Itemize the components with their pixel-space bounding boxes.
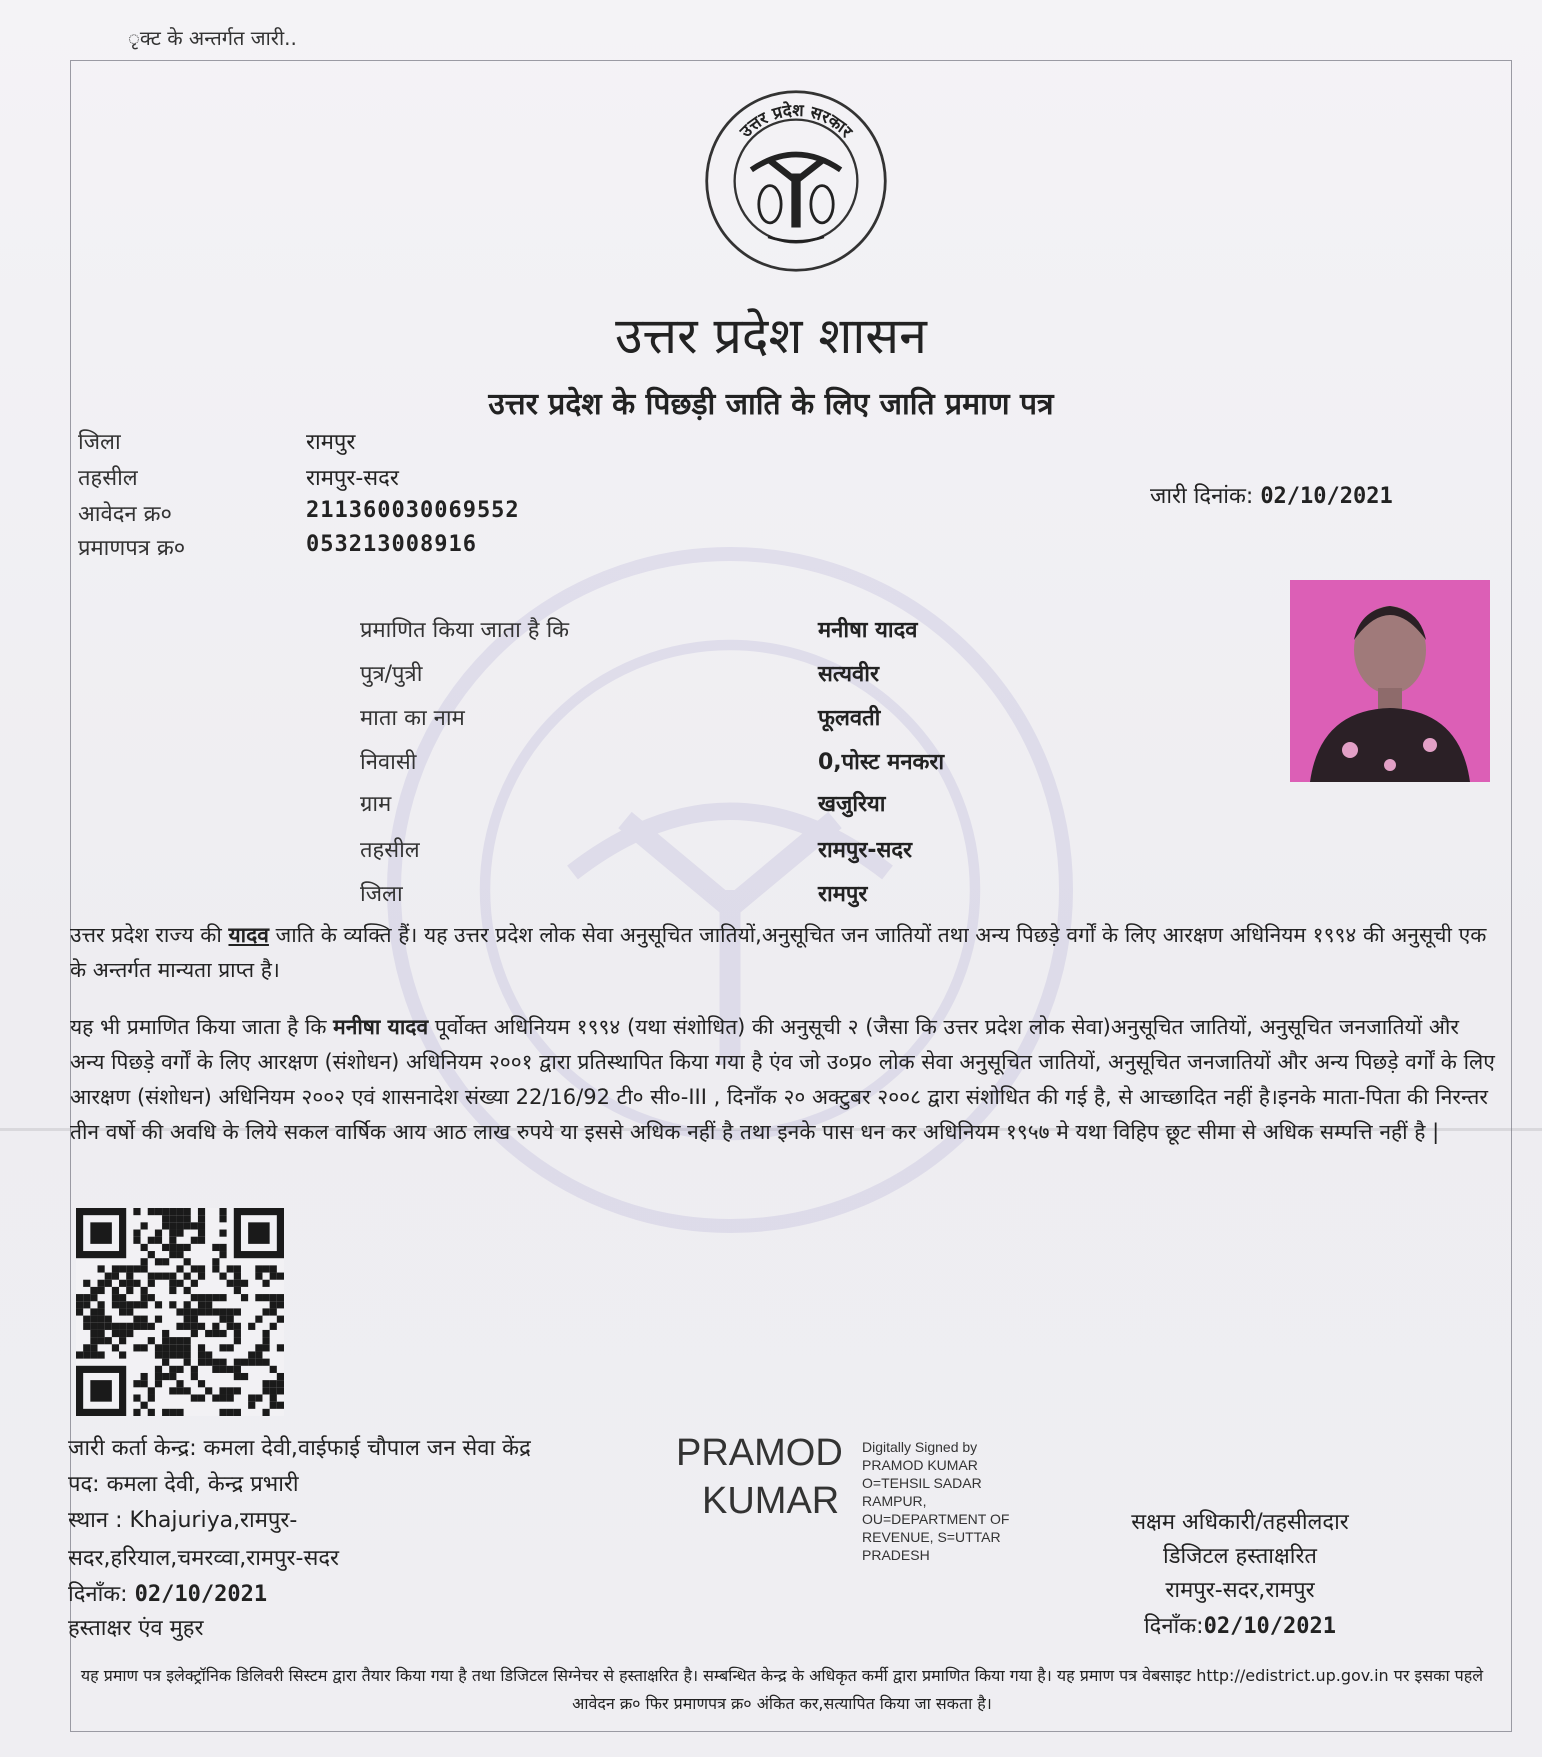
signature-and-seal-label: हस्ताक्षर एंव मुहर (68, 1616, 204, 1641)
issuer-place-line2: सदर,हरियाल,चमरव्वा,रामपुर-सदर (68, 1546, 340, 1571)
certificate-number-value: 053213008916 (306, 532, 477, 557)
issue-date (1150, 480, 1393, 510)
tehsil-value: रामपुर-सदर (306, 466, 399, 491)
verification-footer (62, 1662, 1502, 1718)
district-value: रामपुर (306, 430, 356, 455)
certified-row-value: खजुरिया (818, 792, 886, 817)
digital-signer-name-line2: KUMAR (702, 1480, 840, 1522)
issuer-date-value: 02/10/2021 (134, 1582, 268, 1607)
signature-detail-line: O=TEHSIL SADAR (862, 1475, 982, 1491)
issuer-date (68, 1578, 267, 1608)
authority-location: रामपुर-सदर,रामपुर (1165, 1578, 1315, 1603)
application-number-label: आवेदन क्र० (78, 502, 172, 527)
caste-paragraph-text-1: उत्तर प्रदेश राज्य की (70, 923, 229, 947)
certified-row-label: पुत्र/पुत्री (360, 662, 423, 687)
creamy-layer-text-2: पूर्वोक्त अधिनियम १९९४ (यथा संशोधित) की अनुसूची २ (जैसा कि उत्तर प्रदेश लोक सेवा)अनुसूचित जातियों, अनुसूचित जनजातियों और अन्य पिछड़े वर्गों के लिए आरक्षण (संशोधन) अधिनियम २००१ द्वारा प्रतिस्थापित किया गया है एंव जो उ०प्र० लोक सेवा अनुसूचित जातियों, अनुसूचित जनजातियों और अन्य पिछड़े वर्गों के लिए आरक्षण (संशोधन) अधिनियम २००२ एवं शासनादेश संख्या 22/16/92 टी० सी०-III , दिनाँक २० अक्टुबर २००८ द्वारा संशोधित की गई है, से आच्छादित नहीं है।इनके माता-पिता की निरन्तर तीन वर्षो की अवधि के लिये सकल वार्षिक आय आठ लाख रुपये या इससे अधिक नहीं है तथा इनके पास धन कर अधिनियम १९५७ मे यथा विहिप छूट सीमा से अधिक सम्पत्ति नहीं है | (70, 1015, 1495, 1144)
certified-row-label: तहसील (360, 838, 420, 863)
issuer-post-label: पद: (68, 1472, 100, 1497)
applicant-photo (1290, 580, 1490, 782)
signature-detail-line: RAMPUR, (862, 1493, 927, 1509)
top-corner-note: ृक्ट के अन्तर्गत जारी.. (128, 26, 297, 50)
creamy-layer-text-1: यह भी प्रमाणित किया जाता है कि (70, 1015, 334, 1039)
digital-signer-name-line1: PRAMOD (676, 1432, 843, 1474)
certified-row-value: फूलवती (818, 706, 881, 731)
document-subtitle: उत्तर प्रदेश के पिछड़ी जाति के लिए जाति प्रमाण पत्र (488, 387, 1054, 422)
certified-row-label: ग्राम (360, 792, 392, 817)
caste-paragraph (70, 918, 1500, 988)
emblem-ring-text: उत्तर प्रदेश सरकार (735, 99, 857, 142)
certified-row-label: जिला (360, 882, 403, 907)
signature-detail-line: Digitally Signed by (862, 1439, 978, 1455)
issue-date-value: 02/10/2021 (1260, 484, 1393, 509)
tehsil-label: तहसील (78, 466, 138, 491)
up-government-emblem (703, 88, 889, 274)
authority-date (1100, 1610, 1380, 1640)
issuer-place-line1: Khajuriya,रामपुर- (129, 1508, 298, 1533)
certified-row-value: मनीषा यादव (818, 618, 918, 643)
verification-qr-code (76, 1208, 284, 1416)
signature-detail-line: REVENUE, S=UTTAR (862, 1529, 1001, 1545)
footer-text-1: यह प्रमाण पत्र इलेक्ट्रॉनिक डिलिवरी सिस्टम द्वारा तैयार किया गया है तथा डिजिटल सिग्नेचर से हस्ताक्षरित है। सम्बन्धित केन्द्र के अधिकृत कर्मी द्वारा प्रमाणित किया गया है। यह प्रमाण पत्र वेबसाइट (80, 1666, 1197, 1685)
authority-digital-signed: डिजिटल हस्ताक्षरित (1163, 1544, 1317, 1569)
certificate-number-label: प्रमाणपत्र क्र० (78, 536, 186, 561)
issuer-post (68, 1468, 299, 1498)
authority-date-label: दिनाँक: (1143, 1614, 1204, 1639)
certified-row-value: रामपुर (818, 882, 868, 907)
district-label: जिला (78, 430, 121, 455)
certified-row-label: निवासी (360, 750, 417, 775)
issue-date-label: जारी दिनांक: (1150, 484, 1254, 509)
creamy-layer-paragraph (70, 1010, 1500, 1150)
digital-signature-details (862, 1438, 1009, 1564)
svg-text:उत्तर प्रदेश सरकार (735, 100, 858, 142)
edistrict-website-link[interactable]: http://edistrict.up.gov.in (1196, 1666, 1389, 1685)
caste-name: यादव (228, 923, 269, 947)
issuer-place-label: स्थान : (68, 1508, 123, 1533)
issuing-center (68, 1432, 531, 1462)
authority-title: सक्षम अधिकारी/तहसीलदार (1131, 1510, 1349, 1535)
certified-row-value: रामपुर-सदर (818, 838, 913, 863)
document-title: उत्तर प्रदेश शासन (615, 307, 927, 365)
certified-row-value: 0,पोस्ट मनकरा (818, 750, 945, 775)
certified-row-value: सत्यवीर (818, 662, 879, 687)
footer-text-2: पर इसका पहले आवेदन क्र० फिर प्रमाणपत्र क्र० अंकित कर,सत्यापित किया जा सकता है। (572, 1666, 1484, 1713)
signature-detail-line: OU=DEPARTMENT OF (862, 1511, 1010, 1527)
certified-row-label: प्रमाणित किया जाता है कि (360, 618, 570, 643)
certified-row-label: माता का नाम (360, 706, 465, 731)
issuing-center-label: जारी कर्ता केन्द्र: (68, 1436, 197, 1461)
applicant-name-inline: मनीषा यादव (333, 1015, 429, 1039)
issuer-place (68, 1504, 297, 1534)
issuing-center-value: कमला देवी,वाईफाई चौपाल जन सेवा केंद्र (203, 1436, 531, 1461)
caste-paragraph-text-2: जाति के व्यक्ति हैं। यह उत्तर प्रदेश लोक सेवा अनुसूचित जातियों,अनुसूचित जन जातियों तथा अन्य पिछड़े वर्गों के लिए आरक्षण अधिनियम १९९४ की अनुसूची एक के अन्तर्गत मान्यता प्राप्त है। (70, 923, 1487, 982)
signature-detail-line: PRADESH (862, 1547, 930, 1563)
issuer-post-value: कमला देवी, केन्द्र प्रभारी (106, 1472, 299, 1497)
issuer-date-label: दिनाँक: (68, 1582, 128, 1607)
signature-detail-line: PRAMOD KUMAR (862, 1457, 978, 1473)
application-number-value: 211360030069552 (306, 498, 520, 523)
authority-date-value: 02/10/2021 (1203, 1614, 1337, 1639)
